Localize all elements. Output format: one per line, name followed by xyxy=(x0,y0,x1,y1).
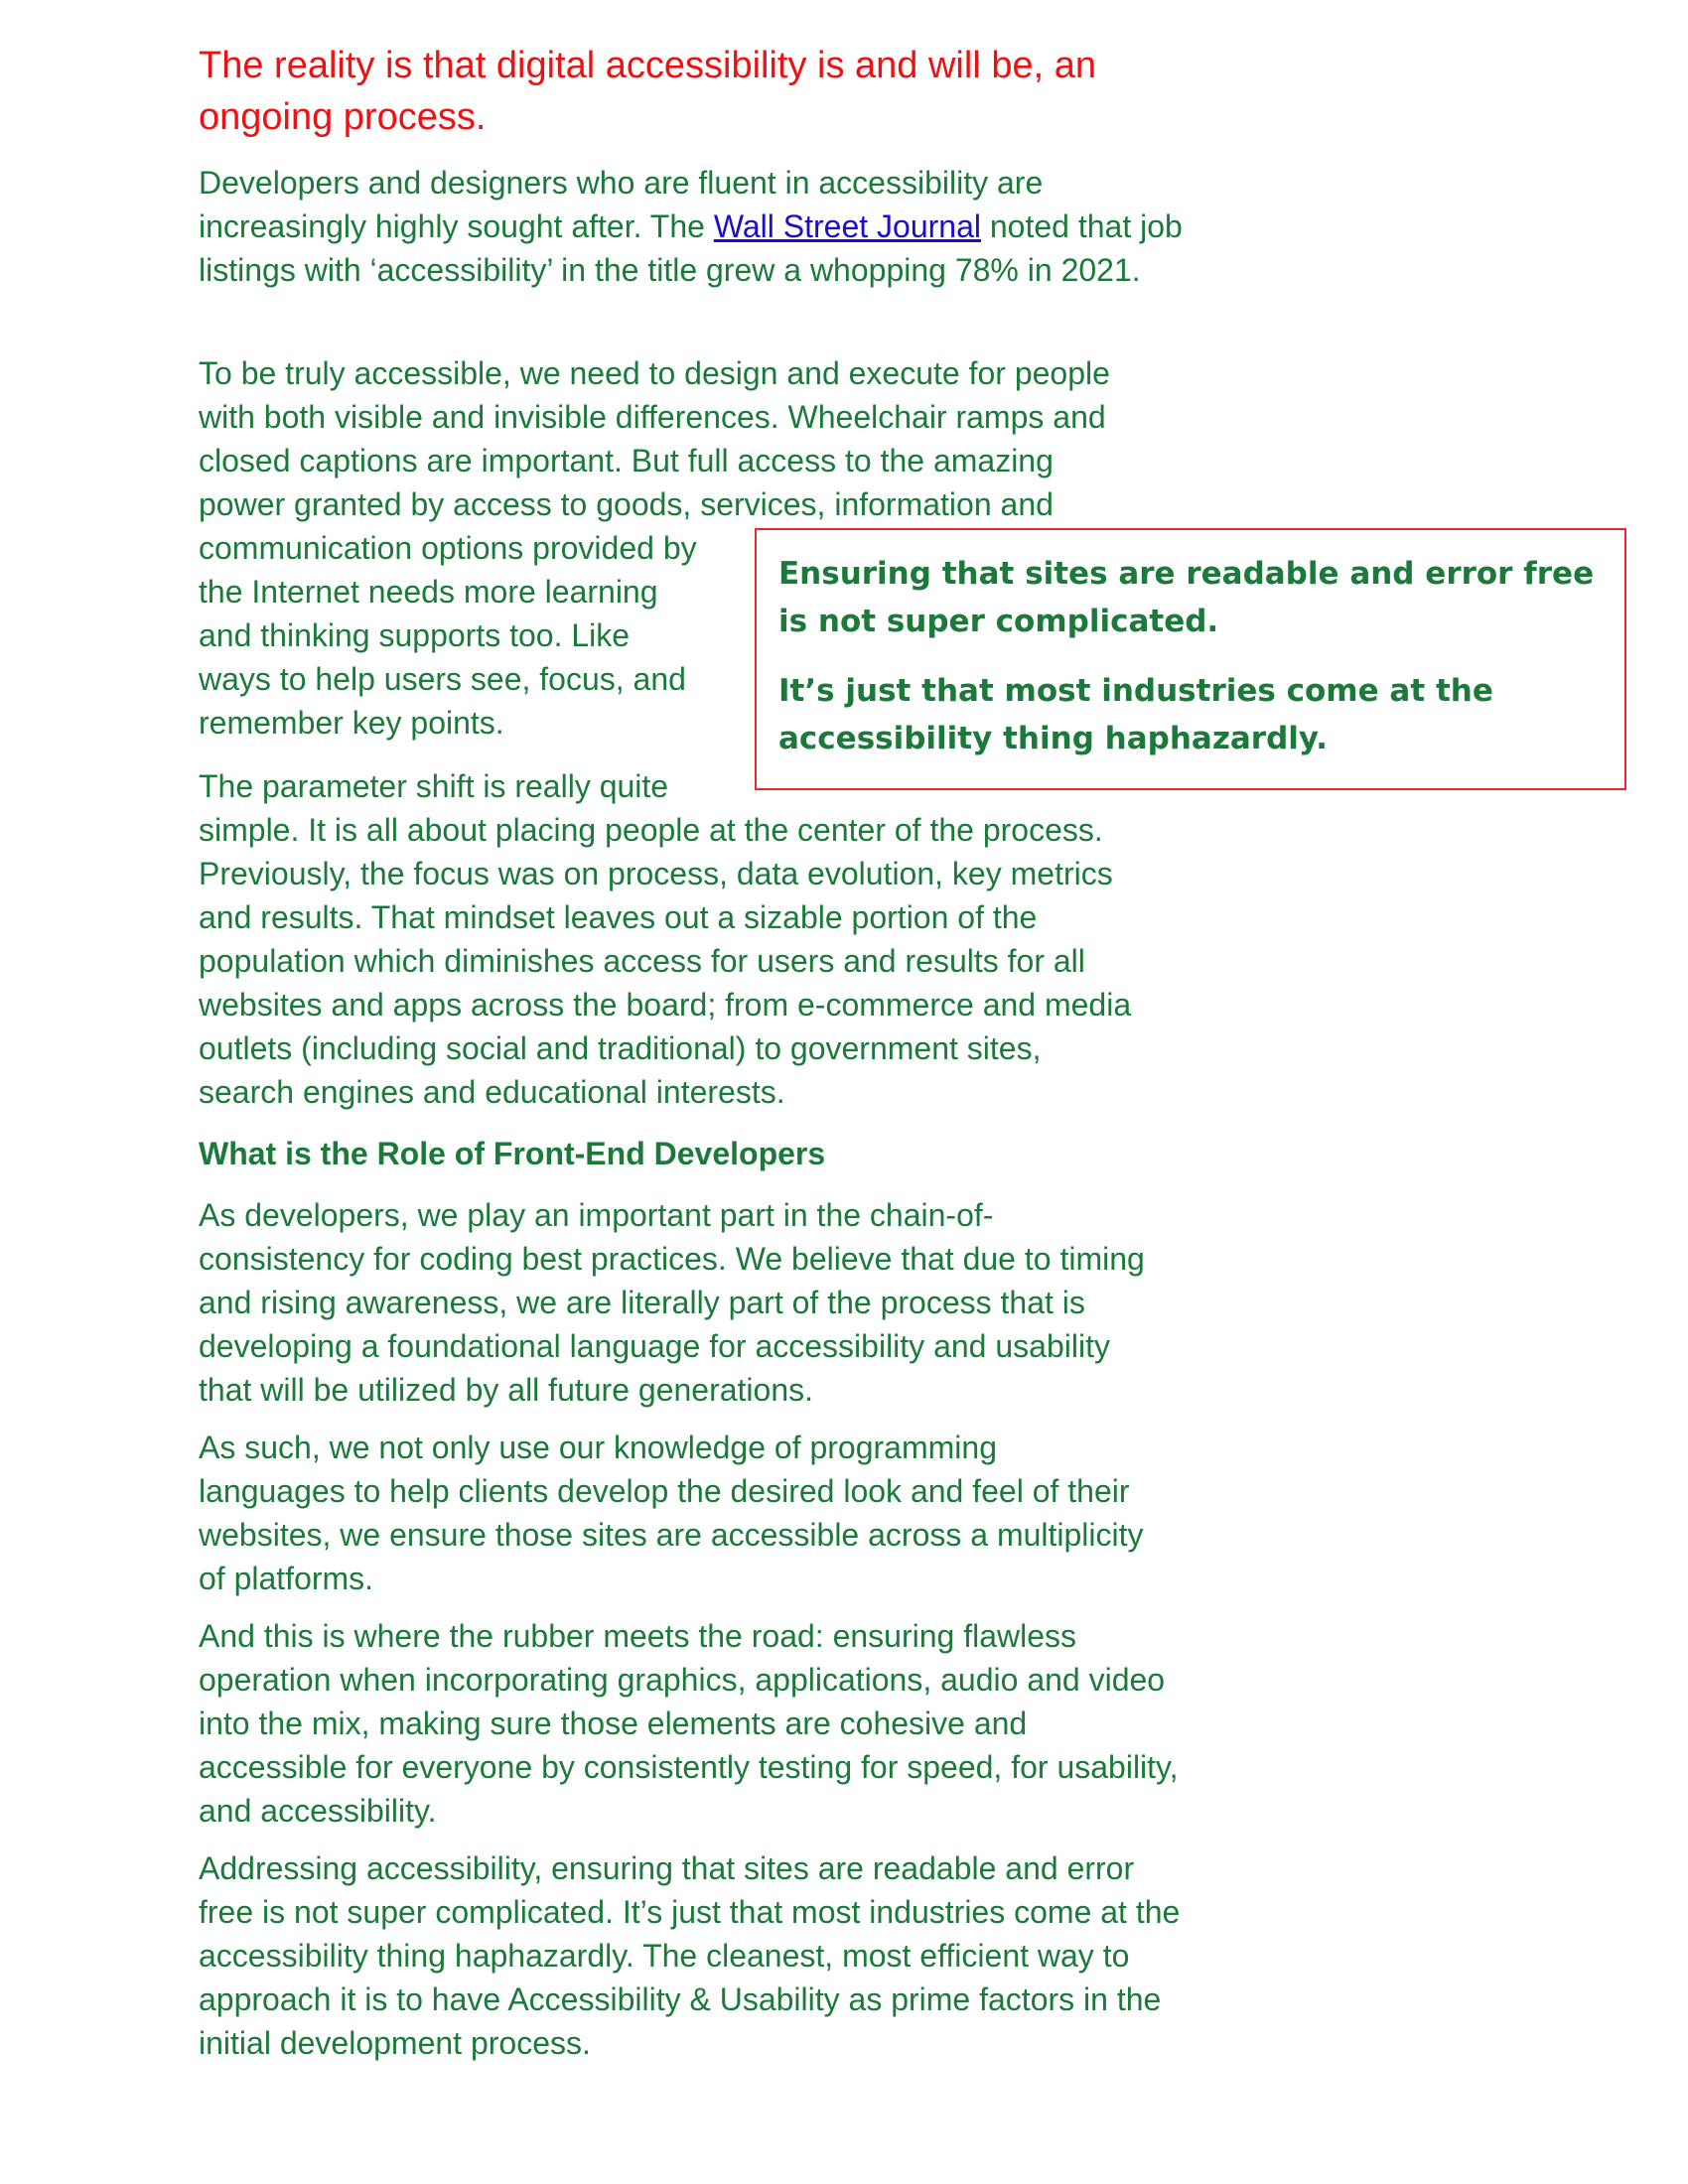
paragraph-parameter-shift xyxy=(199,764,1182,1114)
para5-text: As such, we not only use our knowledge of programming languages to help clients develop the desired look and feel of their websites, we ensure those sites are accessible across a multiplicity of platforms. xyxy=(199,1430,1144,1596)
para2-line: and thinking supports too. Like xyxy=(199,617,631,653)
para2-line: communication options provided by xyxy=(199,530,697,566)
para2-line: power granted by access to goods, services, information and xyxy=(199,486,1054,522)
pull-quote-callout xyxy=(755,528,1626,790)
paragraph-wsj-text xyxy=(199,161,1192,292)
para2-line: with both visible and invisible differences. Wheelchair ramps and xyxy=(199,399,1106,435)
section-heading-front-end: What is the Role of Front-End Developers xyxy=(199,1136,826,1171)
paragraph-rubber-meets-road xyxy=(199,1614,1182,1833)
para3-line: The parameter shift is really quite xyxy=(199,768,669,804)
para3-line: search engines and educational interests. xyxy=(199,1074,785,1110)
para6-text: And this is where the rubber meets the road: ensuring flawless operation when incorporating graphics, applications, audio and video into the mix, making sure those elements are cohesive and accessible for everyone by consistently testing for speed, for usability, and accessibility. xyxy=(199,1618,1179,1829)
intro-heading: The reality is that digital accessibility is and will be, an ongoing process. xyxy=(199,45,1096,138)
para3-line: websites and apps across the board; from e-commerce and media xyxy=(199,987,1132,1023)
para3-line: and results. That mindset leaves out a sizable portion of the xyxy=(199,899,1038,935)
para1-after-link: noted that job listings with ‘accessibility’ in the title grew a whopping 78% in 2021. xyxy=(199,208,1183,288)
para2-line: ways to help users see, focus, and xyxy=(199,661,686,697)
para2-line: the Internet needs more learning xyxy=(199,574,658,610)
para3-line: population which diminishes access for users and results for all xyxy=(199,943,1085,979)
callout-line-2: It’s just that most industries come at the accessibility thing haphazardly. xyxy=(778,673,1493,756)
para3-line: Previously, the focus was on process, data evolution, key metrics xyxy=(199,856,1113,891)
para4-text: As developers, we play an important part in the chain-of-consistency for coding best practices. We believe that due to timing and rising awareness, we are literally part of the process that is developing a foundational language for accessibility and usability that will be utilized by all future generations. xyxy=(199,1197,1145,1408)
para2-line: closed captions are important. But full access to the amazing xyxy=(199,443,1054,478)
paragraph-addressing-accessibility xyxy=(199,1846,1182,2065)
para2-line: remember key points. xyxy=(199,705,504,741)
paragraph-wsj xyxy=(199,161,1192,292)
para2-line: To be truly accessible, we need to design and execute for people xyxy=(199,355,1110,391)
para3-line: outlets (including social and traditional) to government sites, xyxy=(199,1030,1042,1066)
paragraph-developers-role xyxy=(199,1193,1152,1412)
callout-line-1: Ensuring that sites are readable and error free is not super complicated. xyxy=(778,556,1595,639)
paragraph-programming-languages xyxy=(199,1426,1152,1600)
wall-street-journal-link[interactable]: Wall Street Journal xyxy=(713,208,981,244)
para7-text: Addressing accessibility, ensuring that sites are readable and error free is not super complicated. It’s just that most industries come at the accessibility thing haphazardly. The cleanest, most efficient way to approach it is to have Accessibility & Usability as prime factors in the initial development process. xyxy=(199,1850,1181,2061)
para3-line: simple. It is all about placing people at the center of the process. xyxy=(199,812,1103,848)
para1-before-link: Developers and designers who are fluent in accessibility are increasingly highly sought after. The xyxy=(199,165,1044,244)
